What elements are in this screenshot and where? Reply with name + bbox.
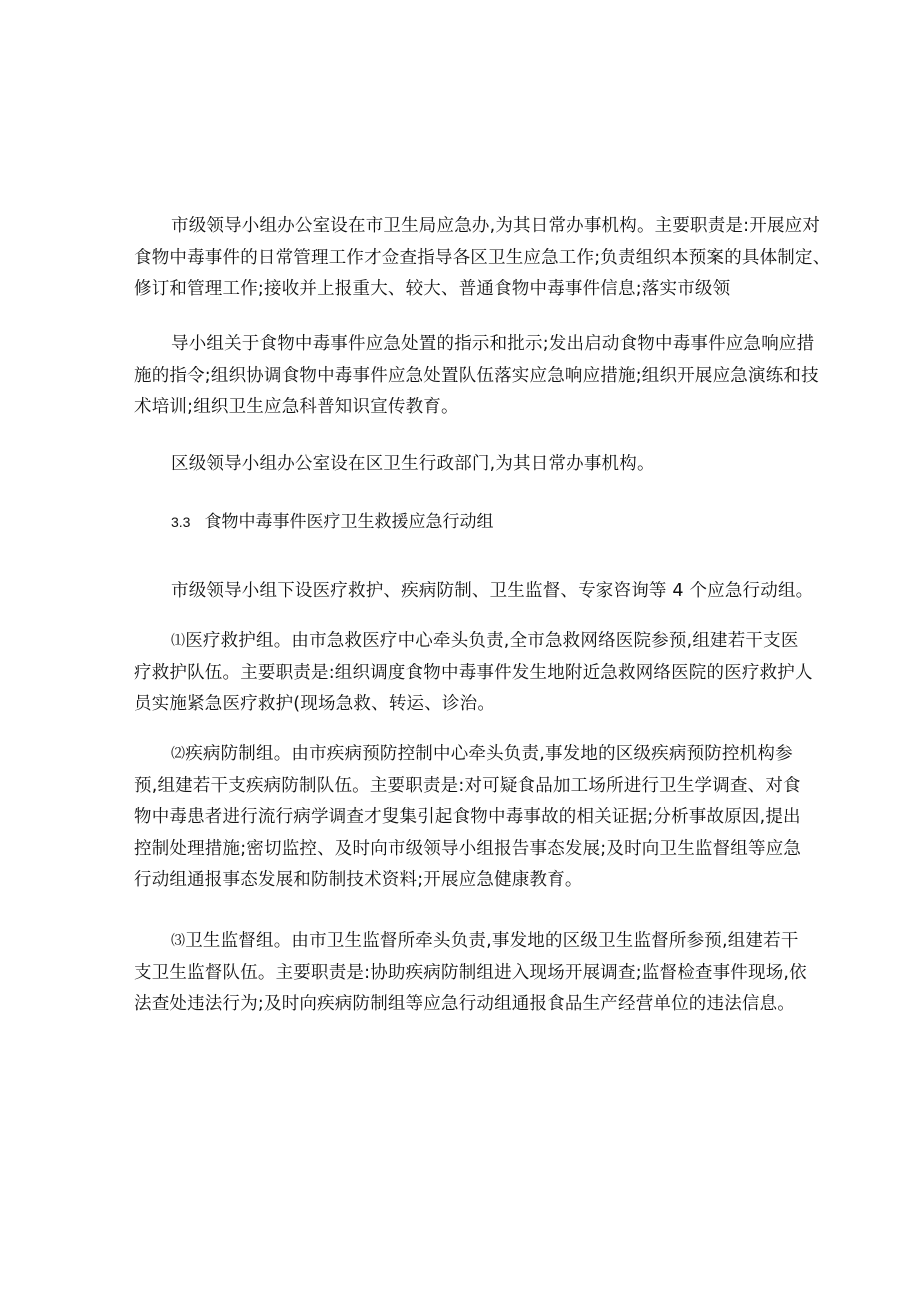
text-line: 市级领导小组办公室设在市卫生局应急办,为其日常办事机构。主要职责是:开展应对 <box>171 216 821 236</box>
text-line: 行动组通报事态发展和防制技术资料;开展应急健康教育。 <box>134 870 583 890</box>
text-line: 食物中毒事件的日常管理工作才佥查指导各区卫生应急工作;负责组织本预案的具体制定、 <box>134 247 831 268</box>
text-line <box>134 926 799 958</box>
section-number: 3.3 <box>171 514 191 530</box>
paragraph-disease-control-group <box>134 739 802 897</box>
text-line: 术培训;组织卫生应急科普知识宣传教育。 <box>134 397 459 417</box>
text-line <box>134 626 799 658</box>
text-line <box>134 739 794 771</box>
text-line: 修订和管理工作;接收并上报重大、较大、普通食物中毒事件信息;落实市级领 <box>134 279 731 299</box>
text-line: 物中毒患者进行流行病学调查才叟集引起食物中毒事故的相关证据;分析事故原因,提出 <box>134 807 801 827</box>
list-marker: ⑵ <box>171 746 186 762</box>
text-run: 疾病防制组。由市疾病预防控制中心牵头负责,事发地的区级疾病预防控机构参 <box>185 744 793 764</box>
paragraph-action-groups <box>134 576 814 608</box>
paragraph-health-supervision-group <box>134 926 807 1021</box>
list-marker: ⑶ <box>171 933 186 949</box>
text-line: 预,组建若干支疾病防制队伍。主要职责是:对可疑食品加工场所进行卫生学调查、对食 <box>134 775 801 796</box>
text-line: 施的指令;组织协调食物中毒事件应急处置队伍落实应急响应措施;组织开展应急演练和技 <box>134 365 819 386</box>
text-line: 区级领导小组办公室设在区卫生行政部门,为其日常办事机构。 <box>171 454 655 474</box>
text-line: 法查处违法行为;及时向疾病防制组等应急行动组通报食品生产经营单位的违法信息。 <box>134 994 795 1014</box>
text-line: 员实施紧急医疗救护(现场急救、转运、诊治。 <box>134 694 496 714</box>
text-line: 支卫生监督队伍。主要职责是:协助疾病防制组进入现场开展调查;监督检查事件现场,依 <box>134 962 807 983</box>
text-line: 控制处理措施;密切监控、及时向市级领导小组报告事态发展;及时向卫生监督组等应急 <box>134 838 802 859</box>
paragraph-district-office <box>134 449 794 481</box>
text-line: 市级领导小组下设医疗救护、疾病防制、卫生监督、专家咨询等 4 个应急行动组。 <box>171 581 814 601</box>
text-line: 导小组关于食物中毒事件应急处置的指示和批示;发出启动食物中毒事件应急响应措 <box>171 334 815 354</box>
paragraph-office-duties-continued <box>134 329 819 424</box>
section-title: 食物中毒事件医疗卫生救援应急行动组 <box>204 512 494 532</box>
text-run: 卫生监督组。由市卫生监督所牵头负责,事发地的区级卫生监督所参预,组建若干 <box>185 931 799 951</box>
text-line: 疗救护队伍。主要职责是:组织调度食物中毒事件发生地附近急救网络医院的医疗救护人 <box>134 662 813 683</box>
paragraph-office-duties <box>134 211 831 306</box>
list-marker: ⑴ <box>171 633 186 649</box>
section-heading <box>171 508 493 536</box>
paragraph-medical-rescue-group <box>134 626 813 721</box>
text-run: 医疗救护组。由市急救医疗中心牵头负责,全市急救网络医院参预,组建若干支医 <box>185 631 799 651</box>
